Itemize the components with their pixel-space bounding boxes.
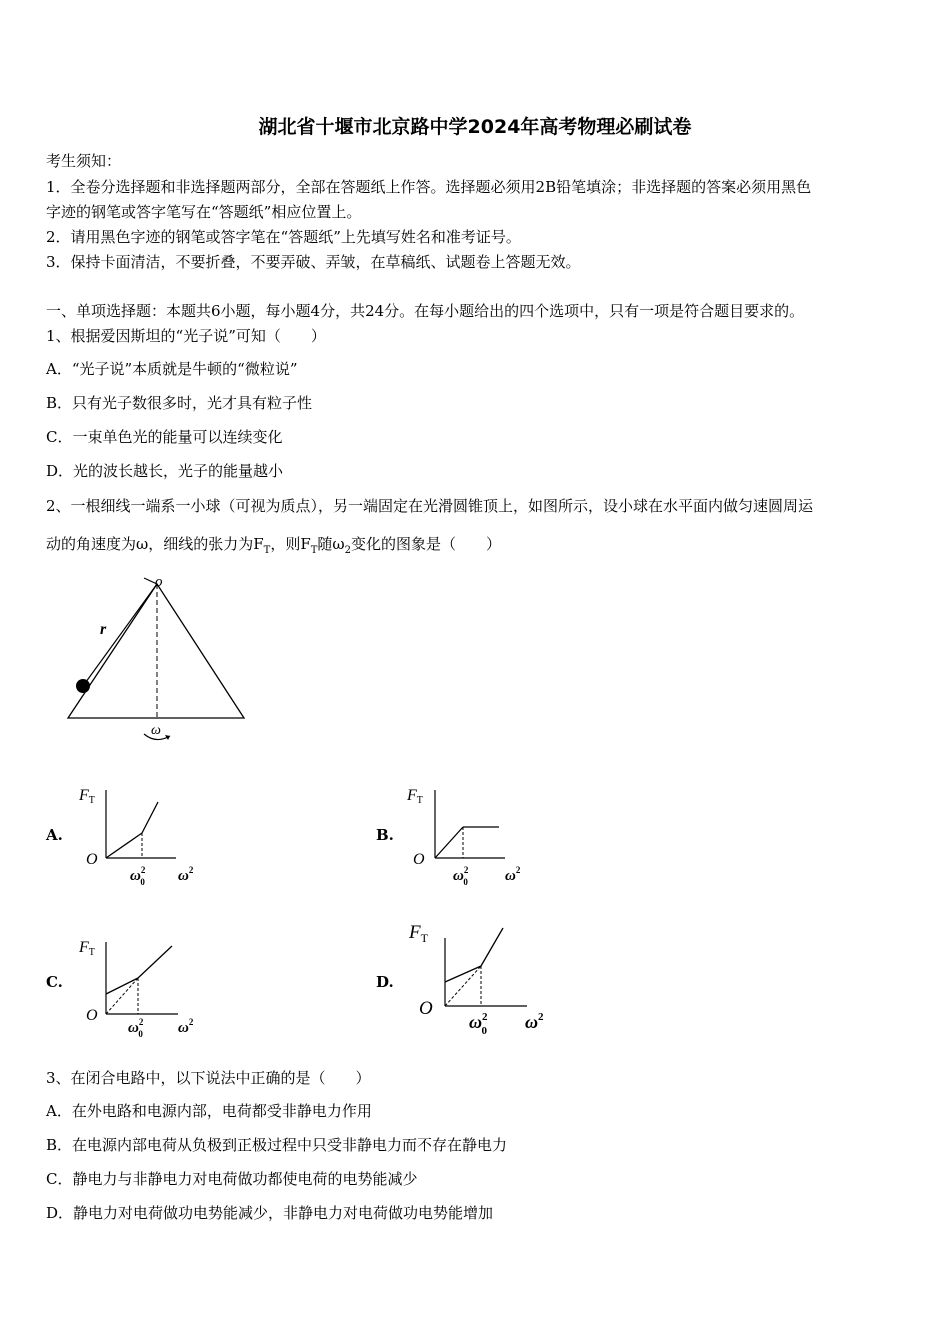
svg-text:O: O [419, 998, 433, 1019]
svg-text:ω2: $\omega^2$ [505, 865, 521, 884]
graph-c[interactable] [76, 932, 206, 1044]
q3-option-b: B．在电源内部电荷从负极到正极过程中只受非静电力而不存在静电力 [46, 1136, 508, 1154]
q2-option-a-label[interactable]: A. [46, 826, 63, 844]
q2-option-b-label[interactable]: B. [376, 826, 394, 844]
ball [76, 679, 90, 693]
notice-item-1: 1．全卷分选择题和非选择题两部分，全部在答题纸上作答。选择题必须用2B铅笔填涂；非选择题的答案必须用黑色 [46, 178, 812, 196]
svg-text:ω2: $\omega^2$ [525, 1011, 544, 1032]
q1-stem: 1、根据爱因斯坦的“光子说”可知（ ） [46, 327, 326, 345]
svg-text:ω20: $\omega^2$ 0 [130, 865, 146, 887]
svg-text:FT: FT [407, 787, 423, 806]
page-title: 湖北省十堰市北京路中学2024年高考物理必刷试卷 [258, 116, 692, 138]
graph-b[interactable] [405, 780, 535, 892]
notice-item-1-cont: 字迹的钢笔或答字笔写在“答题纸”相应位置上。 [46, 203, 362, 221]
svg-text:O: O [86, 1007, 98, 1024]
q3-option-d: D．静电力对电荷做功电势能减少，非静电力对电荷做功电势能增加 [46, 1204, 494, 1222]
omega-label: ω [151, 723, 161, 738]
q1-option-c: C．一束单色光的能量可以连续变化 [46, 428, 283, 446]
svg-text:ω20: $\omega^2$ 0 [128, 1017, 144, 1039]
svg-text:FT: FT [79, 939, 95, 958]
q2-option-d-label[interactable]: D. [376, 973, 394, 991]
svg-text:O: O [86, 851, 98, 868]
section-heading: 一、单项选择题：本题共6小题，每小题4分，共24分。在每小题给出的四个选项中，只有一项是符合题目要求的。 [46, 302, 805, 320]
graph-d[interactable] [405, 918, 555, 1043]
svg-text:FT: FT [79, 787, 95, 806]
q3-stem: 3、在闭合电路中，以下说法中正确的是（ ） [46, 1069, 371, 1087]
svg-text:ω2: $\omega^2$ [178, 1017, 194, 1036]
cone-figure [60, 572, 260, 752]
notice-item-2: 2．请用黑色字迹的钢笔或答字笔在“答题纸”上先填写姓名和准考证号。 [46, 228, 521, 246]
svg-text:ω2: $\omega^2$ [178, 865, 194, 884]
svg-text:ω20: $\omega^2$ 0 [453, 865, 469, 887]
q3-option-c: C．静电力与非静电力对电荷做功都使电荷的电势能减少 [46, 1170, 418, 1188]
q2-option-c-label[interactable]: C. [46, 973, 63, 991]
string-label: r [100, 621, 107, 638]
q1-option-d: D．光的波长越长，光子的能量越小 [46, 462, 284, 480]
svg-text:FT: $F_T$ [409, 922, 428, 945]
notice-item-3: 3．保持卡面清洁，不要折叠，不要弄破、弄皱，在草稿纸、试题卷上答题无效。 [46, 253, 581, 271]
graph-a[interactable] [76, 780, 206, 892]
apex-label: o [155, 574, 163, 590]
svg-text:O: O [413, 851, 425, 868]
svg-text:ω20: $\omega^2$ 0 [469, 1011, 488, 1037]
q2-stem-line1: 2、一根细线一端系一小球（可视为质点），另一端固定在光滑圆锥顶上，如图所示，设小球在水平面内做匀速圆周运 [46, 497, 814, 515]
q2-stem-line2: 动的角速度为ω，细线的张力为$F_T$，则$F_T$随$\omega_2$变化的图象是（ ） [46, 535, 502, 556]
q1-option-b: B．只有光子数很多时，光才具有粒子性 [46, 394, 313, 412]
notice-heading: 考生须知： [46, 152, 122, 170]
q1-option-a: A．“光子说”本质就是牛顿的“微粒说” [46, 360, 298, 378]
q3-option-a: A．在外电路和电源内部，电荷都受非静电力作用 [46, 1102, 372, 1120]
